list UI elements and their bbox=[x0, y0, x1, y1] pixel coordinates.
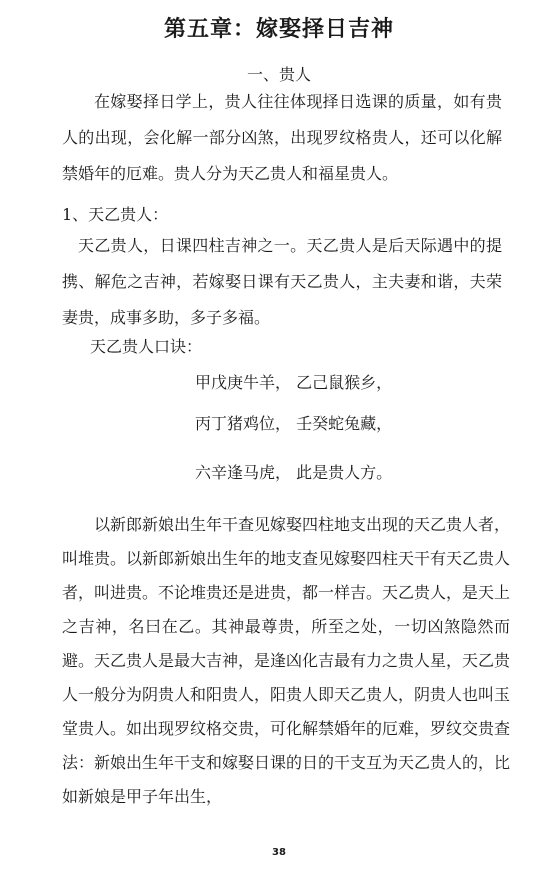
chapter-title: 第五章：嫁娶择日吉神 bbox=[163, 17, 394, 42]
intro-paragraph: 在嫁娶择日学上，贵人往往体现择日选课的质量，如有贵人的出现，会化解一部分凶煞，出现罗纹格贵人，还可以化解禁婚年的厄难。贵人分为天乙贵人和福星贵人。 bbox=[62, 92, 502, 183]
section-heading: 一、贵人 bbox=[246, 65, 311, 84]
subsection-heading: 1、天乙贵人： bbox=[62, 205, 169, 224]
verse-line: 丙丁猪鸡位， 壬癸蛇兔藏， bbox=[195, 414, 393, 433]
tianyi-paragraph: 天乙贵人，日课四柱吉神之一。天乙贵人是后天际遇中的提携、解危之吉神，若嫁娶日课有天乙贵人，主夫妻和谐，夫荣妻贵，成事多助，多子多福。 bbox=[62, 236, 502, 327]
verse-label: 天乙贵人口诀： bbox=[90, 337, 203, 356]
verse-line: 六辛逢马虎， 此是贵人方。 bbox=[195, 463, 393, 482]
verse-line: 甲戊庚牛羊， 乙己鼠猴乡， bbox=[195, 373, 393, 392]
page-number: 38 bbox=[272, 847, 286, 858]
main-paragraph: 以新郎新娘出生年干查见嫁娶四柱地支出现的天乙贵人者，叫堆贵。以新郎新娘出生年的地支查见嫁娶四柱天干有天乙贵人者，叫进贵。不论堆贵还是进贵，都一样吉。天乙贵人，是天上之吉神，名曰在乙。其神最尊贵，所至之处，一切凶煞隐然而避。天乙贵人是最大吉神，是逢凶化吉最有力之贵人星，天乙贵人一般分为阴贵人和阳贵人，阳贵人即天乙贵人，阴贵人也叫玉堂贵人。如出现罗纹格交贵，可化解禁婚年的厄难，罗纹交贵查法：新娘出生年干支和嫁娶日课的日的干支互为天乙贵人的，比如新娘是甲子年出生， bbox=[62, 515, 511, 806]
